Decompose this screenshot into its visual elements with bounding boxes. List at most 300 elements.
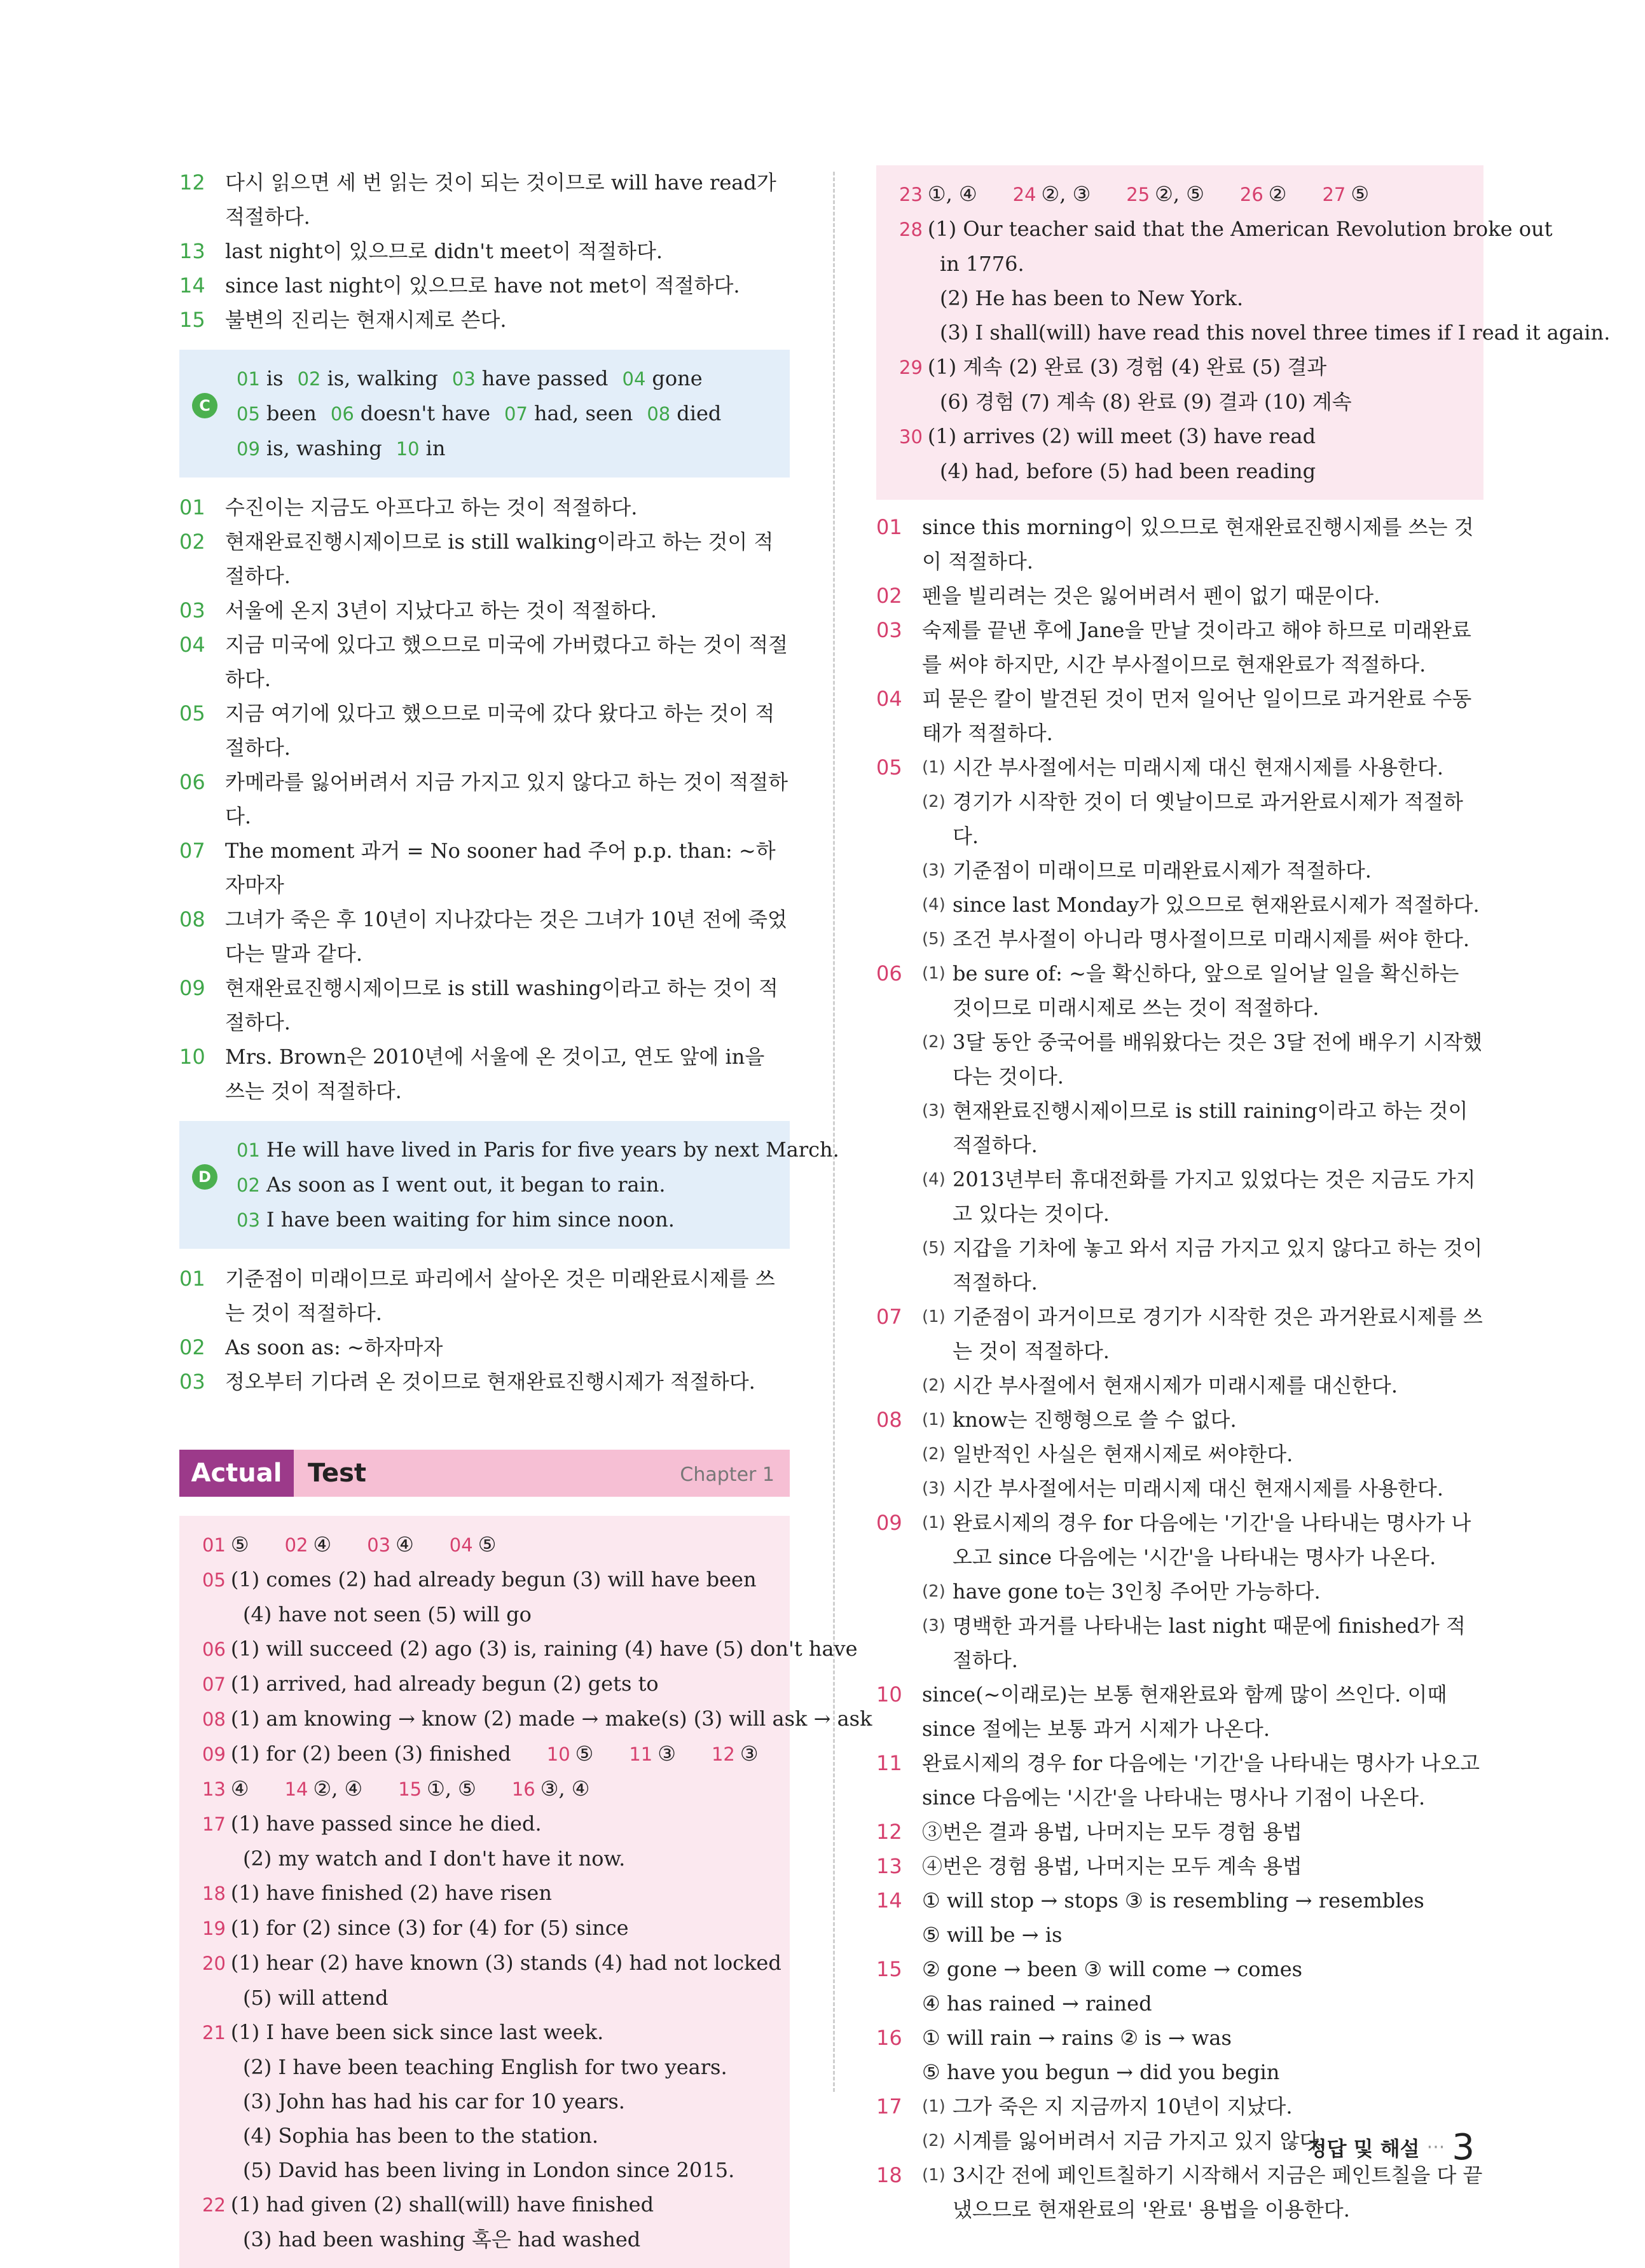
item-line: 피 묻은 칼이 발견된 것이 먼저 일어난 일이므로 과거완료 수동태가 적절하다.	[922, 687, 1472, 745]
answer-text: in	[425, 436, 446, 460]
answer-number: 23	[899, 184, 923, 205]
sub-number: (2)	[922, 2131, 946, 2150]
sub-number: (5)	[922, 1239, 946, 1258]
answer-text: been	[266, 401, 317, 425]
answer-line	[202, 1562, 777, 1597]
sub-text: 일반적인 사실은 현재시제로 써야한다.	[953, 1442, 1293, 1466]
sub-item	[922, 922, 1483, 956]
sub-number: (1)	[922, 964, 946, 983]
answer-line	[202, 1667, 777, 1701]
explanation-item	[179, 971, 790, 1040]
item-line: ① will rain → rains ② is → was	[922, 2026, 1232, 2050]
answer-text: ⑤	[575, 1742, 594, 1766]
section-c-explanations	[179, 490, 790, 1108]
answer-row	[237, 1202, 777, 1237]
answer-line	[202, 1876, 777, 1911]
item-number: 01	[179, 1267, 205, 1291]
sub-text: 조건 부사절이 아니라 명사절이므로 미래시제를 써야 한다.	[953, 927, 1470, 951]
explanation-item	[179, 834, 790, 902]
answer-number: 04	[449, 1534, 473, 1556]
explanation-item	[179, 593, 790, 628]
column-divider	[833, 172, 835, 2092]
answer-line	[202, 2222, 777, 2257]
answer-text: (1) arrives (2) will meet (3) have read	[927, 424, 1316, 448]
sub-text: 기준점이 미래이므로 미래완료시제가 적절하다.	[953, 858, 1372, 883]
answer-number: 02	[237, 1174, 260, 1196]
sub-item	[922, 1094, 1483, 1162]
explanation-item	[876, 682, 1483, 750]
answer-number: 26	[1239, 184, 1263, 205]
answer-number: 02	[284, 1534, 308, 1556]
sub-number: (3)	[922, 1479, 946, 1498]
item-number: 17	[876, 2094, 902, 2119]
sub-text: 시간 부사절에서 현재시제가 미래시제를 대신한다.	[953, 1373, 1398, 1398]
answer-line	[899, 281, 1471, 315]
answer-number: 25	[1126, 184, 1150, 205]
sub-item	[922, 1506, 1483, 1574]
answer-number: 29	[899, 357, 923, 378]
item-number: 13	[179, 239, 205, 263]
right-column	[876, 165, 1611, 2227]
answer-number: 17	[202, 1813, 226, 1835]
item-text: 수진이는 지금도 아프다고 하는 것이 적절하다.	[225, 495, 638, 519]
answer-text: (3) had been washing 혹은 had washed	[243, 2227, 641, 2251]
actual-label: Actual	[179, 1450, 294, 1497]
sub-number: (2)	[922, 1033, 946, 1052]
answer-number: 03	[451, 368, 476, 390]
item-line: ③번은 결과 용법, 나머지는 모두 경험 용법	[922, 1820, 1302, 1844]
section-d-badge: D	[192, 1164, 217, 1190]
sub-text: 경기가 시작한 것이 더 옛날이므로 과거완료시제가 적절하다.	[953, 790, 1463, 848]
answer-line	[202, 1806, 777, 1841]
answer-text: I have been waiting for him since noon.	[266, 1207, 675, 1232]
explanation-item	[179, 165, 790, 234]
explanation-item	[876, 1815, 1483, 1849]
answer-text: is, walking	[327, 366, 438, 390]
item-number: 14	[179, 273, 205, 298]
answer-line	[202, 1597, 777, 1632]
explanation-item	[876, 750, 1483, 956]
sub-item	[922, 1300, 1483, 1368]
item-number: 12	[179, 170, 205, 195]
item-number: 08	[179, 907, 205, 931]
chapter-label: Chapter 1	[680, 1464, 774, 1486]
answer-number: 01	[237, 1139, 260, 1161]
answer-number: 09	[237, 438, 260, 460]
answer-text: ③, ④	[540, 1777, 590, 1801]
sub-number: (1)	[922, 2166, 946, 2185]
answer-line	[899, 350, 1471, 385]
sub-text: 완료시제의 경우 for 다음에는 '기간'을 나타내는 명사가 나오고 since 다음에는 '시간'을 나타내는 명사가 나온다.	[953, 1511, 1471, 1569]
answer-line	[202, 1911, 777, 1946]
explanation-item	[179, 765, 790, 834]
answer-entry	[647, 396, 721, 431]
answer-text: ④	[313, 1532, 332, 1557]
sub-text: 현재완료진행시제이므로 is still raining이라고 하는 것이 적절하다.	[953, 1099, 1468, 1157]
explanation-item	[179, 268, 790, 303]
sub-number: (3)	[922, 861, 946, 880]
item-text: As soon as: ~하자마자	[225, 1335, 443, 1359]
answer-text: ③	[657, 1742, 676, 1766]
answer-text: (1) had given (2) shall(will) have finished	[230, 2192, 654, 2216]
item-number: 10	[179, 1045, 205, 1069]
footer-dots: ···	[1426, 2136, 1445, 2159]
answer-number: 18	[202, 1883, 226, 1904]
answer-text: (4) had, before (5) had been reading	[940, 459, 1316, 483]
answer-number: 13	[202, 1778, 226, 1800]
explanation-item	[876, 1506, 1483, 1677]
answer-number: 06	[330, 403, 354, 425]
answer-text: in 1776.	[940, 252, 1024, 276]
answer-line	[202, 2050, 777, 2084]
sub-text: 3달 동안 중국어를 배워왔다는 것은 3달 전에 배우기 시작했다는 것이다.	[953, 1030, 1483, 1089]
answer-line	[899, 212, 1553, 247]
answer-row	[237, 431, 777, 466]
answer-text: As soon as I went out, it began to rain.	[266, 1172, 666, 1197]
answer-text: (6) 경험 (7) 계속 (8) 완료 (9) 결과 (10) 계속	[940, 390, 1352, 414]
sub-item	[922, 1403, 1483, 1437]
answer-line	[202, 1981, 777, 2015]
actual-test-answers-continued	[876, 165, 1611, 500]
explanation-item	[179, 490, 790, 525]
sub-number: (4)	[922, 1170, 946, 1189]
explanation-item	[179, 696, 790, 765]
explanation-item	[876, 1300, 1483, 1403]
answer-line	[202, 1527, 777, 1562]
answer-number: 11	[629, 1743, 653, 1765]
answer-text: (1) hear (2) have known (3) stands (4) had not locked	[230, 1951, 781, 1975]
answer-line	[202, 1632, 858, 1667]
answer-number: 07	[504, 403, 528, 425]
explanation-item	[179, 303, 790, 337]
item-number: 05	[179, 701, 205, 725]
answer-number: 04	[622, 368, 646, 390]
answer-line	[899, 385, 1471, 419]
answer-number: 02	[297, 368, 321, 390]
item-number: 06	[876, 961, 902, 986]
item-number: 06	[179, 770, 205, 794]
item-number: 03	[179, 598, 205, 622]
answer-text: doesn't have	[360, 401, 491, 425]
sub-number: (1)	[922, 1410, 946, 1429]
answer-entry	[623, 361, 703, 396]
item-number: 03	[179, 1370, 205, 1394]
sub-number: (1)	[922, 1307, 946, 1326]
explanation-item	[876, 1849, 1483, 1883]
answer-number: 20	[202, 1953, 226, 1974]
answer-number: 12	[711, 1743, 735, 1765]
sub-item	[922, 750, 1483, 785]
item-text: 카메라를 잃어버려서 지금 가지고 있지 않다고 하는 것이 적절하다.	[225, 770, 788, 828]
answer-text: (2) I have been teaching English for two years.	[243, 2055, 727, 2079]
answer-line	[899, 454, 1471, 488]
answer-number: 08	[202, 1708, 226, 1730]
sub-text: 2013년부터 휴대전화를 가지고 있었다는 것은 지금도 가지고 있다는 것이다.	[953, 1167, 1476, 1226]
explanation-item	[876, 956, 1483, 1300]
item-text: 기준점이 미래이므로 파리에서 살아온 것은 미래완료시제를 쓰는 것이 적절하다.	[225, 1267, 775, 1325]
item-number: 04	[876, 687, 902, 711]
explanation-item	[876, 579, 1483, 613]
answer-entry	[237, 431, 382, 466]
answer-number: 08	[647, 403, 671, 425]
test-label-bar	[294, 1450, 790, 1497]
sub-number: (3)	[922, 1101, 946, 1120]
answer-text: (5) will attend	[243, 1986, 389, 2010]
answer-line	[899, 247, 1471, 281]
sub-item	[922, 888, 1483, 922]
answer-line	[202, 2119, 777, 2153]
answer-text: (1) will succeed (2) ago (3) is, raining (4) have (5) don't have	[230, 1637, 858, 1661]
explanation-item	[876, 510, 1483, 579]
answer-line	[202, 1736, 777, 1771]
answer-text: (1) arrived, had already begun (2) gets to	[230, 1672, 659, 1696]
actual-test-header	[179, 1450, 790, 1497]
sub-item	[922, 1162, 1483, 1231]
sub-text: since last Monday가 있으므로 현재완료시제가 적절하다.	[953, 893, 1480, 917]
answer-line	[202, 1701, 872, 1736]
item-line: since(~이래로)는 보통 현재완료와 함께 많이 쓰인다. 이때 since 절에는 보통 과거 시제가 나온다.	[922, 1682, 1447, 1741]
answer-text: is, washing	[266, 436, 382, 460]
sub-item	[922, 785, 1483, 853]
answer-number: 19	[202, 1918, 226, 1939]
item-line: ① will stop → stops ③ is resembling → resembles	[922, 1888, 1424, 1913]
answer-text: ②	[1268, 182, 1287, 206]
answer-number: 22	[202, 2194, 226, 2216]
answer-box-d	[179, 1121, 839, 1249]
item-number: 15	[876, 1957, 902, 1981]
explanation-item	[876, 1746, 1483, 1815]
answer-text: ④	[230, 1777, 249, 1801]
explanation-item	[179, 234, 790, 268]
answer-line	[899, 177, 1471, 212]
answer-text: ③	[740, 1742, 759, 1766]
sub-number: (2)	[922, 1376, 946, 1395]
answer-line	[202, 2187, 777, 2222]
answer-text: (1) 계속 (2) 완료 (3) 경험 (4) 완료 (5) 결과	[927, 355, 1327, 379]
answer-text: (1) for (2) been (3) finished	[230, 1742, 511, 1766]
sub-number: (1)	[922, 2097, 946, 2116]
explanation-item	[179, 525, 790, 593]
item-number: 07	[179, 839, 205, 863]
answer-number: 15	[398, 1778, 422, 1800]
answer-number: 09	[202, 1743, 226, 1765]
sub-number: (1)	[922, 1513, 946, 1532]
item-text: 정오부터 기다려 온 것이므로 현재완료진행시제가 적절하다.	[225, 1370, 755, 1394]
answer-text: (2) He has been to New York.	[940, 286, 1244, 310]
answer-text: (4) have not seen (5) will go	[243, 1602, 532, 1626]
item-number: 09	[876, 1511, 902, 1535]
item-text: 다시 읽으면 세 번 읽는 것이 되는 것이므로 will have read가 적절하다.	[225, 170, 776, 229]
item-text: last night이 있으므로 didn't meet이 적절하다.	[225, 239, 663, 263]
sub-text: 그가 죽은 지 지금까지 10년이 지났다.	[953, 2094, 1293, 2119]
sub-text: know는 진행형으로 쓸 수 없다.	[953, 1408, 1237, 1432]
explanation-item	[876, 1952, 1483, 2021]
answer-number: 03	[237, 1209, 260, 1231]
answer-number: 24	[1012, 184, 1036, 205]
answer-number: 30	[899, 426, 923, 448]
answer-line	[202, 1946, 781, 1981]
explanation-item	[876, 1883, 1483, 1952]
answer-line	[202, 2015, 777, 2050]
page-footer	[1307, 2127, 1475, 2168]
sub-number: (2)	[922, 792, 946, 811]
sub-text: 명백한 과거를 나타내는 last night 때문에 finished가 적절하다.	[953, 1614, 1466, 1672]
explanation-item	[179, 628, 790, 696]
sub-text: have gone to는 3인칭 주어만 가능하다.	[953, 1579, 1321, 1604]
answer-row	[237, 1132, 839, 1167]
answer-line	[202, 1841, 777, 1876]
answer-text: (1) have finished (2) have risen	[230, 1881, 552, 1905]
answer-text: (1) Our teacher said that the American Revolution broke out	[927, 217, 1553, 241]
answer-entry	[396, 431, 446, 466]
sub-item	[922, 2158, 1483, 2227]
item-number: 03	[876, 618, 902, 642]
answer-number: 27	[1322, 184, 1346, 205]
answer-text: (1) am knowing → know (2) made → make(s) (3) will ask → ask	[230, 1707, 872, 1731]
item-number: 07	[876, 1305, 902, 1329]
answer-line	[202, 1771, 777, 1806]
item-number: 14	[876, 1888, 902, 1913]
sub-text: 3시간 전에 페인트칠하기 시작해서 지금은 페인트칠을 다 끝냈으므로 현재완료의 '완료' 용법을 이용한다.	[953, 2163, 1483, 2222]
item-line: 완료시제의 경우 for 다음에는 '기간'을 나타내는 명사가 나오고 since 다음에는 '시간'을 나타내는 명사나 기점이 나온다.	[922, 1751, 1480, 1810]
actual-test-explanations	[876, 510, 1483, 2227]
answer-text: ④	[396, 1532, 414, 1557]
explanation-item	[179, 1261, 790, 1330]
sub-item	[922, 956, 1483, 1025]
item-number: 18	[876, 2163, 902, 2187]
item-number: 01	[179, 495, 205, 519]
answer-number: 10	[396, 438, 420, 460]
sub-text: 지갑을 기차에 놓고 와서 지금 가지고 있지 않다고 하는 것이 적절하다.	[953, 1236, 1483, 1295]
answer-number: 14	[284, 1778, 308, 1800]
test-label: Test	[308, 1459, 367, 1488]
item-text: 서울에 온지 3년이 지났다고 하는 것이 적절하다.	[225, 598, 657, 622]
sub-item	[922, 853, 1483, 888]
page-number: 3	[1452, 2127, 1475, 2168]
left-column	[179, 165, 872, 2268]
answer-number: 16	[511, 1778, 535, 1800]
item-line: 펜을 빌리려는 것은 잃어버려서 펜이 없기 때문이다.	[922, 584, 1380, 608]
item-number: 16	[876, 2026, 902, 2050]
explanation-item	[876, 1403, 1483, 1506]
explanation-item	[179, 1330, 790, 1364]
answer-text: have passed	[481, 366, 609, 390]
answer-text: (5) David has been living in London since 2015.	[243, 2158, 735, 2182]
item-number: 02	[179, 530, 205, 554]
answer-text: ②, ⑤	[1155, 182, 1204, 206]
answer-entry	[504, 396, 633, 431]
item-number: 04	[179, 633, 205, 657]
sub-number: (4)	[922, 895, 946, 914]
explanation-item	[179, 1040, 790, 1108]
item-line: ④번은 경험 용법, 나머지는 모두 계속 용법	[922, 1854, 1302, 1878]
sub-item	[922, 1368, 1483, 1403]
sub-item	[922, 1471, 1483, 1506]
item-number: 10	[876, 1682, 902, 1707]
answer-text: (3) I shall(will) have read this novel three times if I read it again.	[940, 320, 1611, 345]
item-text: 현재완료진행시제이므로 is still washing이라고 하는 것이 적절하다.	[225, 976, 778, 1034]
sub-item	[922, 1025, 1483, 1094]
item-line: since this morning이 있으므로 현재완료진행시제를 쓰는 것이 적절하다.	[922, 515, 1474, 574]
answer-row	[237, 361, 777, 396]
item-text: 현재완료진행시제이므로 is still walking이라고 하는 것이 적절하다.	[225, 530, 774, 588]
answer-number: 21	[202, 2022, 226, 2044]
answer-text: ⑤	[1351, 182, 1370, 206]
answer-entry	[237, 361, 284, 396]
answer-number: 07	[202, 1674, 226, 1695]
item-number: 09	[179, 976, 205, 1000]
section-c-badge: C	[192, 393, 217, 418]
answer-line	[899, 315, 1611, 350]
sub-text: 시계를 잃어버려서 지금 가지고 있지 않다.	[953, 2129, 1326, 2153]
item-number: 02	[179, 1335, 205, 1359]
explanation-item	[876, 613, 1483, 682]
section-d-explanations	[179, 1261, 790, 1399]
answer-text: ②, ③	[1041, 182, 1091, 206]
item-number: 02	[876, 584, 902, 608]
answer-number: 03	[367, 1534, 391, 1556]
item-number: 15	[179, 308, 205, 332]
item-line: ② gone → been ③ will come → comes	[922, 1957, 1303, 1981]
item-number: 05	[876, 755, 902, 780]
answer-entry	[298, 361, 438, 396]
actual-test-answers	[179, 1516, 872, 2268]
item-text: 불변의 진리는 현재시제로 쓴다.	[225, 308, 507, 332]
answer-text: ①, ④	[927, 182, 977, 206]
explanation-item	[876, 2021, 1483, 2089]
item-number: 12	[876, 1820, 902, 1844]
left-top-items	[179, 165, 790, 337]
answer-text: gone	[652, 366, 703, 390]
answer-entry	[237, 396, 317, 431]
answer-text: ①, ⑤	[427, 1777, 476, 1801]
explanation-item	[876, 1677, 1483, 1746]
answer-box-c	[179, 350, 790, 478]
answer-line	[202, 2084, 777, 2119]
answer-text: (3) John has had his car for 10 years.	[243, 2089, 625, 2113]
item-line: ⑤ will be → is	[922, 1923, 1063, 1947]
sub-text: be sure of: ~을 확신하다, 앞으로 일어날 일을 확신하는 것이므로 미래시제로 쓰는 것이 적절하다.	[953, 961, 1459, 1020]
explanation-item	[179, 902, 790, 971]
answer-text: (4) Sophia has been to the station.	[243, 2124, 599, 2148]
sub-number: (5)	[922, 930, 946, 949]
answer-number: 05	[237, 403, 260, 425]
explanation-item	[876, 2158, 1483, 2227]
item-number: 11	[876, 1751, 902, 1775]
explanation-item	[179, 1364, 790, 1399]
sub-item	[922, 1609, 1483, 1677]
answer-number: 06	[202, 1639, 226, 1660]
sub-text: 기준점이 과거이므로 경기가 시작한 것은 과거완료시제를 쓰는 것이 적절하다.	[953, 1305, 1483, 1363]
sub-text: 시간 부사절에서는 미래시제 대신 현재시제를 사용한다.	[953, 755, 1444, 780]
sub-number: (2)	[922, 1582, 946, 1601]
answer-row	[237, 1167, 777, 1202]
item-line: 숙제를 끝낸 후에 Jane을 만날 것이라고 해야 하므로 미래완료를 써야 하지만, 시간 부사절이므로 현재완료가 적절하다.	[922, 618, 1471, 677]
answer-text: (1) have passed since he died.	[230, 1811, 542, 1836]
sub-number: (1)	[922, 758, 946, 777]
answer-text: (1) I have been sick since last week.	[230, 2020, 604, 2044]
answer-entry	[331, 396, 490, 431]
sub-item	[922, 1437, 1483, 1471]
item-line: ④ has rained → rained	[922, 1991, 1152, 2016]
sub-item	[922, 1231, 1483, 1300]
item-text: Mrs. Brown은 2010년에 서울에 온 것이고, 연도 앞에 in을 쓰는 것이 적절하다.	[225, 1045, 765, 1103]
item-number: 01	[876, 515, 902, 539]
answer-text: had, seen	[533, 401, 633, 425]
footer-label: 정답 및 해설	[1307, 2136, 1420, 2161]
answer-text: is	[266, 366, 284, 390]
answer-line	[899, 419, 1471, 454]
